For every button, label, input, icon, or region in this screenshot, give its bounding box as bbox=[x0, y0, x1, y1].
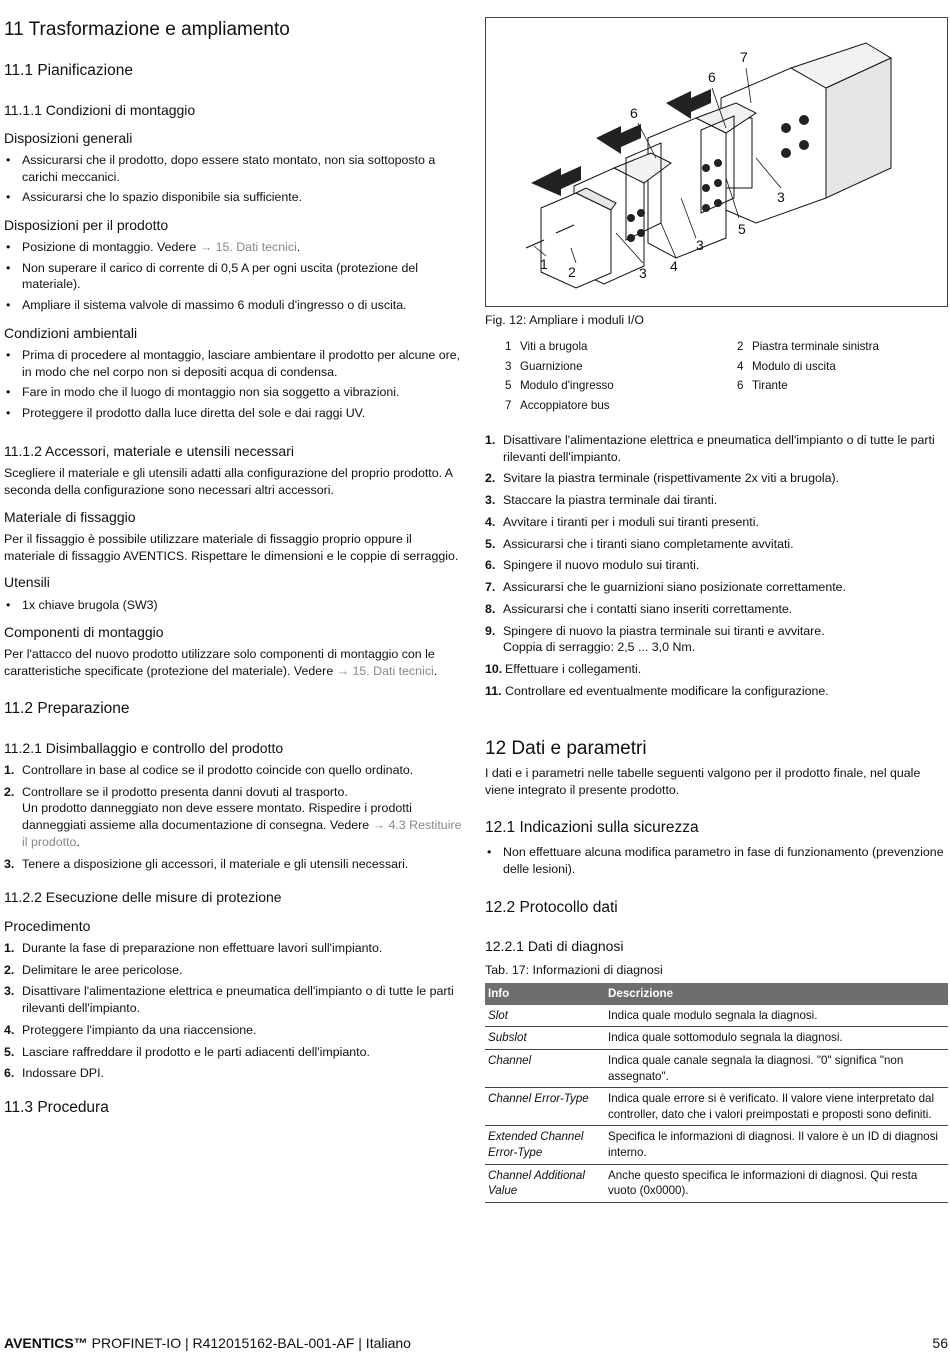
paragraph-componenti bbox=[4, 646, 466, 679]
list-item: 2. Svitare la piastra terminale (rispettivamente 2x viti a brugola). bbox=[485, 471, 840, 486]
heading-12-2-1: 12.2.1 Dati di diagnosi bbox=[485, 938, 624, 954]
list-item: • Assicurarsi che il prodotto, dopo essere stato montato, non sia sottoposto a carichi meccanici. bbox=[4, 152, 466, 185]
step-text: Proteggere l'impianto da una riaccensione. bbox=[22, 1022, 257, 1037]
paragraph-accessori: Scegliere il materiale e gli utensili adatti alla configurazione del proprio prodotto. A seconda della configurazione sono necessari altri accessori. bbox=[4, 466, 453, 497]
table-row: Slot Indica quale modulo segnala la diagnosi. bbox=[485, 1005, 948, 1027]
list-item: • Ampliare il sistema valvole di massimo 6 moduli d'ingresso o di uscita. bbox=[4, 297, 466, 314]
table-row: Channel Indica quale canale segnala la diagnosi. "0" significa "non assegnato". bbox=[485, 1049, 948, 1087]
legend-item: 1 Viti a brugola bbox=[505, 340, 588, 353]
list-item-text: Posizione di montaggio. Vedere bbox=[22, 240, 200, 254]
list-item: • Non effettuare alcuna modifica parametro in fase di funzionamento (prevenzione delle lesioni). bbox=[485, 844, 947, 877]
arrow-icon: → bbox=[199, 240, 213, 254]
callout-6: 6 bbox=[708, 69, 716, 85]
list-item: 1. Durante la fase di preparazione non effettuare lavori sull'impianto. bbox=[4, 941, 383, 955]
step-text: Controllare se il prodotto presenta danni dovuti al trasporto. bbox=[22, 784, 348, 799]
column-header-info: Info bbox=[485, 983, 605, 1005]
list-sicurezza bbox=[485, 844, 947, 881]
step-text: Disattivare l'alimentazione elettrica e pneumatica dell'impianto o di tutte le parti rilevanti dell'impianto. bbox=[22, 984, 454, 1016]
heading-12-1: 12.1 Indicazioni sulla sicurezza bbox=[485, 819, 699, 836]
list-item: • Assicurarsi che lo spazio disponibile sia sufficiente. bbox=[4, 189, 466, 206]
page-footer bbox=[4, 1334, 948, 1353]
legend-item: 3 Guarnizione bbox=[505, 359, 583, 373]
heading-12: 12 Dati e parametri bbox=[485, 738, 647, 759]
list-item: 3. Staccare la piastra terminale dai tiranti. bbox=[485, 493, 718, 508]
figure-io-modules bbox=[485, 17, 948, 307]
list-item bbox=[4, 239, 466, 256]
legend-item: 2 Piastra terminale sinistra bbox=[737, 340, 879, 353]
heading-11-1: 11.1 Pianificazione bbox=[4, 62, 133, 79]
arrow-icon: → bbox=[372, 818, 386, 833]
step-subtext: Un prodotto danneggiato non deve essere montato. Rispedire i prodotti danneggiati assieme alla documentazione di consegna. Vedere bbox=[22, 801, 412, 833]
list-item: 4. Proteggere l'impianto da una riaccensione. bbox=[4, 1022, 257, 1037]
callout-3: 3 bbox=[696, 237, 704, 253]
subheading-componenti-montaggio: Componenti di montaggio bbox=[4, 624, 164, 640]
list-disposizioni-prodotto bbox=[4, 239, 466, 318]
cross-reference-link[interactable]: 15. Dati tecnici bbox=[352, 663, 434, 678]
list-item: 5. Lasciare raffreddare il prodotto e le parti adiacenti dell'impianto. bbox=[4, 1044, 370, 1059]
list-item: 5. Assicurarsi che i tiranti siano completamente avvitati. bbox=[485, 536, 794, 551]
callout-2: 2 bbox=[568, 264, 576, 280]
list-item: 2. Delimitare le aree pericolose. bbox=[4, 962, 183, 977]
heading-11-1-1: 11.1.1 Condizioni di montaggio bbox=[4, 102, 196, 118]
table-row: Subslot Indica quale sottomodulo segnala la diagnosi. bbox=[485, 1027, 948, 1050]
callout-1: 1 bbox=[540, 256, 548, 272]
table-caption: Tab. 17: Informazioni di diagnosi bbox=[485, 963, 663, 977]
legend-item: 5 Modulo d'ingresso bbox=[505, 379, 614, 393]
subheading-procedimento: Procedimento bbox=[4, 918, 91, 934]
legend-item: 4 Modulo di uscita bbox=[737, 359, 836, 373]
heading-11-2: 11.2 Preparazione bbox=[4, 700, 130, 717]
list-item: 11. Controllare ed eventualmente modificare la configurazione. bbox=[485, 683, 829, 698]
list-item: • Proteggere il prodotto dalla luce diretta del sole e dai raggi UV. bbox=[4, 405, 466, 422]
step-text: Tenere a disposizione gli accessori, il materiale e gli utensili necessari. bbox=[22, 856, 409, 871]
figure-caption: Fig. 12: Ampliare i moduli I/O bbox=[485, 313, 645, 327]
callout-3: 3 bbox=[639, 265, 647, 281]
list-item: 3. Tenere a disposizione gli accessori, il materiale e gli utensili necessari. bbox=[4, 856, 409, 871]
heading-11: 11 Trasformazione e ampliamento bbox=[4, 19, 290, 40]
table-row: Channel Error-Type Indica quale errore si è verificato. Il valore viene interpretato dal controller, dato che i valori preimpostati e proposti sono definiti. bbox=[485, 1088, 948, 1126]
paragraph-12: I dati e i parametri nelle tabelle seguenti valgono per il prodotto finale, nel quale viene integrato il presente prodotto. bbox=[485, 766, 921, 797]
callout-7: 7 bbox=[740, 49, 748, 65]
list-procedimento bbox=[4, 940, 466, 1087]
list-disposizioni-generali bbox=[4, 152, 466, 210]
list-item: • 1x chiave brugola (SW3) bbox=[4, 597, 466, 614]
list-disimballaggio bbox=[4, 762, 466, 877]
list-item: 4. Avvitare i tiranti per i moduli sui tiranti presenti. bbox=[485, 514, 759, 529]
list-item: 6. Indossare DPI. bbox=[4, 1066, 104, 1081]
heading-11-1-2: 11.1.2 Accessori, materiale e utensili necessari bbox=[4, 443, 294, 459]
table-row: Extended Channel Error-Type Specifica le informazioni di diagnosi. Il valore è un ID di diagnosi interno. bbox=[485, 1126, 948, 1164]
list-item: • Fare in modo che il luogo di montaggio non sia soggetto a vibrazioni. bbox=[4, 384, 466, 401]
callout-4: 4 bbox=[670, 258, 678, 274]
figure-legend-right bbox=[737, 339, 947, 398]
list-item: 9. Spingere di nuovo la piastra terminale sui tiranti e avvitare. Coppia di serraggio: 2,5 ... 3,0 Nm. bbox=[485, 623, 825, 655]
list-procedura bbox=[485, 432, 947, 705]
list-item: • Non superare il carico di corrente di 0,5 A per ogni uscita (protezione del materiale). bbox=[4, 260, 466, 293]
callout-6: 6 bbox=[630, 105, 638, 121]
list-item: 6. Spingere il nuovo modulo sui tiranti. bbox=[485, 558, 700, 573]
heading-11-3: 11.3 Procedura bbox=[4, 1099, 109, 1116]
list-item: 7. Assicurarsi che le guarnizioni siano posizionate correttamente. bbox=[485, 580, 846, 595]
step-text: Lasciare raffreddare il prodotto e le parti adiacenti dell'impianto. bbox=[22, 1044, 370, 1059]
step-text: Durante la fase di preparazione non effettuare lavori sull'impianto. bbox=[22, 941, 383, 955]
list-item: 1. Disattivare l'alimentazione elettrica e pneumatica dell'impianto o di tutte le parti rilevanti dell'impianto. bbox=[485, 433, 935, 464]
list-item: • Prima di procedere al montaggio, lasciare ambientare il prodotto per alcune ore, in modo che nel corpo non si depositi acqua di condensa. bbox=[4, 347, 466, 380]
subheading-materiale-fissaggio: Materiale di fissaggio bbox=[4, 509, 136, 525]
step-subtext: Coppia di serraggio: 2,5 ... 3,0 Nm. bbox=[503, 640, 696, 655]
legend-item: 6 Tirante bbox=[737, 379, 788, 393]
punctuation: . bbox=[76, 834, 80, 849]
list-item: 3. Disattivare l'alimentazione elettrica e pneumatica dell'impianto o di tutte le parti rilevanti dell'impianto. bbox=[4, 984, 454, 1016]
step-text: Delimitare le aree pericolose. bbox=[22, 962, 183, 977]
heading-12-2: 12.2 Protocollo dati bbox=[485, 899, 618, 916]
subheading-condizioni-ambientali: Condizioni ambientali bbox=[4, 325, 138, 341]
list-item: 8. Assicurarsi che i contatti siano inseriti correttamente. bbox=[485, 601, 793, 616]
subheading-disposizioni-generali: Disposizioni generali bbox=[4, 130, 133, 146]
subheading-utensili: Utensili bbox=[4, 574, 50, 590]
punctuation: . bbox=[433, 663, 438, 678]
table-row: Channel Additional Value Anche questo specifica le informazioni di diagnosi. Qui resta vuoto (0x0000). bbox=[485, 1164, 948, 1202]
subheading-disposizioni-prodotto: Disposizioni per il prodotto bbox=[4, 217, 169, 233]
heading-11-2-2: 11.2.2 Esecuzione delle misure di protezione bbox=[4, 889, 282, 905]
list-condizioni-ambientali bbox=[4, 347, 466, 426]
arrow-icon: → bbox=[336, 663, 350, 678]
list-item: 2. Controllare se il prodotto presenta danni dovuti al trasporto. Un prodotto danneggiato non deve essere montato. Rispedire i prodotti danneggiati assieme alla documentazione di consegna. Vedere → 4.3 Restituire il prodotto. bbox=[4, 784, 462, 849]
document-id: PROFINET-IO | R412015162-BAL-001-AF | Italiano bbox=[87, 1335, 411, 1351]
punctuation: . bbox=[296, 240, 301, 254]
paragraph-text: Per l'attacco del nuovo prodotto utilizzare solo componenti di montaggio con le caratteristiche specificate (protezione del materiale). Vedere bbox=[4, 647, 435, 678]
figure-legend-left bbox=[505, 339, 735, 418]
step-text: Indossare DPI. bbox=[22, 1066, 104, 1081]
footer-doc-info bbox=[4, 1334, 411, 1353]
list-item: 10. Effettuare i collegamenti. bbox=[485, 662, 642, 677]
page-number: 56 bbox=[932, 1335, 948, 1351]
callout-3: 3 bbox=[777, 189, 785, 205]
callout-5: 5 bbox=[738, 221, 746, 237]
paragraph-fissaggio: Per il fissaggio è possibile utilizzare materiale di fissaggio proprio oppure il materiale di fissaggio AVENTICS. Rispettare le dimensioni e le coppie di serraggio. bbox=[4, 532, 459, 563]
diagnosis-table bbox=[485, 983, 948, 1203]
table-header-row bbox=[485, 983, 948, 1005]
cross-reference-link[interactable]: 4.3 Restituire il prodotto bbox=[22, 818, 462, 849]
step-text: Controllare in base al codice se il prodotto coincide con quello ordinato. bbox=[22, 763, 414, 777]
brand-name: AVENTICS™ bbox=[4, 1335, 88, 1351]
exploded-view-illustration bbox=[486, 18, 947, 306]
cross-reference-link[interactable]: 15. Dati tecnici bbox=[215, 240, 297, 254]
legend-item: 7 Accoppiatore bus bbox=[505, 398, 610, 412]
list-utensili bbox=[4, 597, 466, 618]
heading-11-2-1: 11.2.1 Disimballaggio e controllo del prodotto bbox=[4, 740, 284, 756]
list-item: 1. Controllare in base al codice se il prodotto coincide con quello ordinato. bbox=[4, 763, 414, 777]
column-header-descrizione: Descrizione bbox=[605, 983, 948, 1005]
